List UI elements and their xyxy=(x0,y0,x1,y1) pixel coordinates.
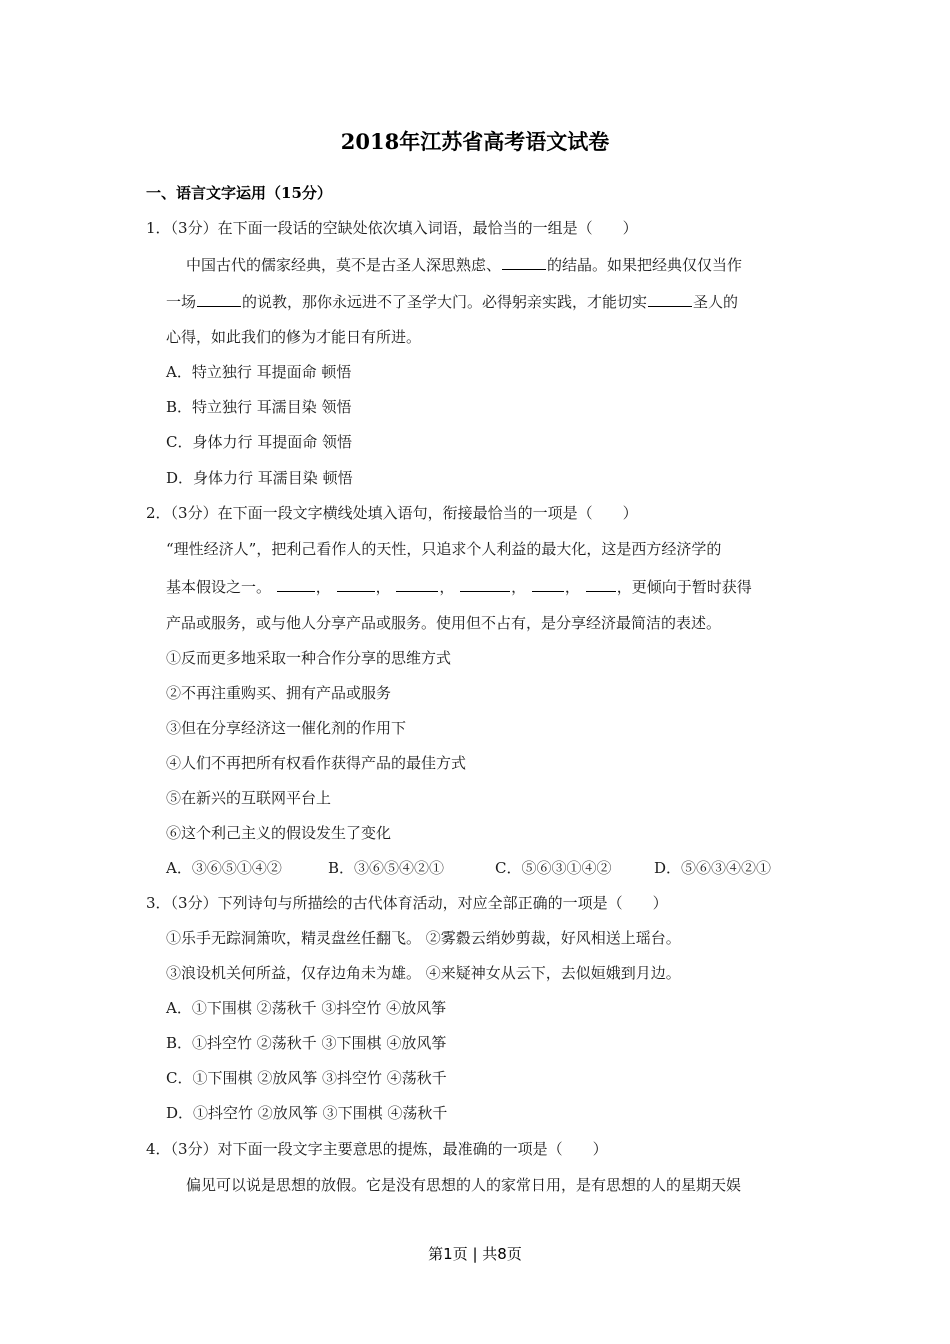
blank xyxy=(648,291,692,307)
question-3-poem-line-1: ①乐手无踪洞箫吹，精灵盘丝任翻飞。 ②雾縠云绡妙剪裁，好风相送上瑶台。 xyxy=(166,929,681,947)
section-heading: 一、语言文字运用（15分） xyxy=(146,184,332,202)
question-4-stem: 4．（3分）对下面一段文字主要意思的提炼，最准确的一项是（ ） xyxy=(146,1140,608,1158)
question-2-option-a: A．③⑥⑤①④② xyxy=(166,859,282,877)
question-2-item-3: ③但在分享经济这一催化剂的作用下 xyxy=(166,719,407,737)
question-2-item-1: ①反而更多地采取一种合作分享的思维方式 xyxy=(166,649,452,667)
question-1-option-b: B．特立独行 耳濡目染 领悟 xyxy=(166,398,352,416)
question-1-option-c: C．身体力行 耳提面命 领悟 xyxy=(166,433,353,451)
question-1-passage-line-2: 一场 的说教，那你永远进不了圣学大门。必得躬亲实践，才能切实 圣人的 xyxy=(166,293,739,311)
question-2-item-2: ②不再注重购买、拥有产品或服务 xyxy=(166,684,392,702)
question-3-poem-line-2: ③浪设机关何所益，仅存边角未为雄。 ④来疑神女从云下，去似姮娥到月边。 xyxy=(166,964,681,982)
blank xyxy=(277,576,315,592)
question-2-option-c: C．⑤⑥③①④② xyxy=(495,859,612,877)
question-3-option-a: A．①下围棋 ②荡秋千 ③抖空竹 ④放风筝 xyxy=(166,999,447,1017)
blank xyxy=(460,576,510,592)
question-1-option-a: A．特立独行 耳提面命 顿悟 xyxy=(166,363,352,381)
question-2-stem: 2．（3分）在下面一段文字横线处填入语句，衔接最恰当的一项是（ ） xyxy=(146,504,638,522)
question-1-passage-line-3: 心得，如此我们的修为才能日有所进。 xyxy=(166,328,422,346)
question-3-option-d: D．①抖空竹 ②放风筝 ③下围棋 ④荡秋千 xyxy=(166,1104,448,1122)
blank xyxy=(337,576,375,592)
question-3-option-b: B．①抖空竹 ②荡秋千 ③下围棋 ④放风筝 xyxy=(166,1034,447,1052)
blank xyxy=(532,576,564,592)
question-2-item-6: ⑥这个利己主义的假设发生了变化 xyxy=(166,824,392,842)
blank xyxy=(396,576,438,592)
page-footer: 第1页 | 共8页 xyxy=(428,1245,522,1263)
question-2-passage-line-2: 基本假设之一。 ， ， ， ， ， ，更倾向于暂时获得 xyxy=(166,578,752,596)
question-1-stem: 1．（3分）在下面一段话的空缺处依次填入词语，最恰当的一组是（ ） xyxy=(146,219,638,237)
question-2-passage-line-1: “理性经济人”，把利己看作人的天性，只追求个人利益的最大化，这是西方经济学的 xyxy=(166,540,722,558)
question-2-option-d: D．⑤⑥③④②① xyxy=(654,859,772,877)
page-title: 2018年江苏省高考语文试卷 xyxy=(340,129,610,154)
question-3-option-c: C．①下围棋 ②放风筝 ③抖空竹 ④荡秋千 xyxy=(166,1069,447,1087)
blank xyxy=(197,291,241,307)
question-2-item-4: ④人们不再把所有权看作获得产品的最佳方式 xyxy=(166,754,467,772)
question-2-option-b: B．③⑥⑤④②① xyxy=(328,859,445,877)
question-1-passage-line-1: 中国古代的儒家经典，莫不是古圣人深思熟虑、 的结晶。如果把经典仅仅当作 xyxy=(186,256,743,274)
question-3-stem: 3．（3分）下列诗句与所描绘的古代体育活动，对应全部正确的一项是（ ） xyxy=(146,894,668,912)
question-2-item-5: ⑤在新兴的互联网平台上 xyxy=(166,789,332,807)
question-2-passage-line-3: 产品或服务，或与他人分享产品或服务。使用但不占有，是分享经济最简洁的表述。 xyxy=(166,614,722,632)
question-1-option-d: D．身体力行 耳濡目染 顿悟 xyxy=(166,469,353,487)
blank xyxy=(586,576,616,592)
blank xyxy=(502,254,546,270)
question-4-passage-line-1: 偏见可以说是思想的放假。它是没有思想的人的家常日用，是有思想的人的星期天娱 xyxy=(186,1176,742,1194)
